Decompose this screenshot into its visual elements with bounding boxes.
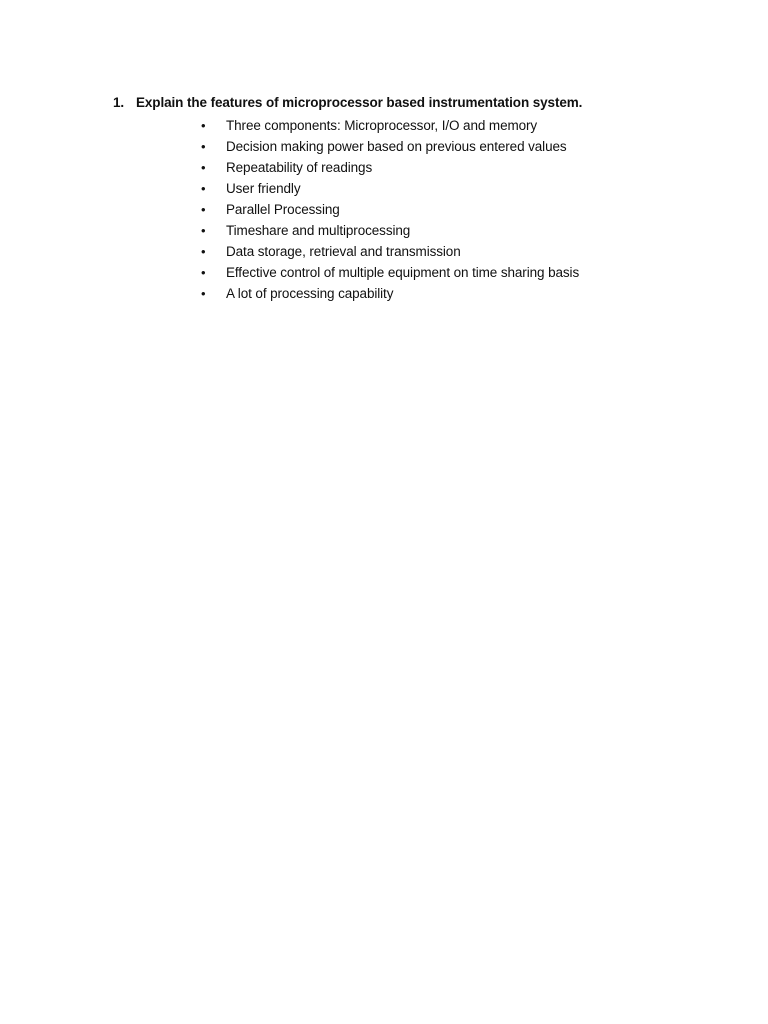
question-block	[113, 93, 733, 304]
list-item	[113, 199, 733, 220]
bullet-icon: •	[201, 265, 206, 280]
question-heading	[113, 93, 733, 113]
question-text: Explain the features of microprocessor based instrumentation system.	[136, 95, 583, 110]
bullet-icon: •	[201, 139, 206, 154]
list-item	[113, 178, 733, 199]
bullet-icon: •	[201, 244, 206, 259]
question-number: 1.	[113, 95, 125, 110]
feature-list	[113, 115, 733, 304]
list-item	[113, 136, 733, 157]
bullet-icon: •	[201, 286, 206, 301]
list-item	[113, 220, 733, 241]
list-item-text: Parallel Processing	[226, 202, 340, 217]
list-item-text: Three components: Microprocessor, I/O and memory	[226, 118, 538, 133]
list-item	[113, 283, 733, 304]
bullet-icon: •	[201, 160, 206, 175]
list-item-text: User friendly	[226, 181, 301, 196]
list-item-text: Timeshare and multiprocessing	[226, 223, 411, 238]
list-item	[113, 262, 733, 283]
list-item-text: Repeatability of readings	[226, 160, 373, 175]
list-item-text: Effective control of multiple equipment on time sharing basis	[226, 265, 580, 280]
bullet-icon: •	[201, 118, 206, 133]
bullet-icon: •	[201, 181, 206, 196]
list-item-text: A lot of processing capability	[226, 286, 394, 301]
bullet-icon: •	[201, 202, 206, 217]
bullet-icon: •	[201, 223, 206, 238]
list-item-text: Data storage, retrieval and transmission	[226, 244, 461, 259]
list-item	[113, 241, 733, 262]
list-item-text: Decision making power based on previous entered values	[226, 139, 567, 154]
list-item	[113, 115, 733, 136]
list-item	[113, 157, 733, 178]
